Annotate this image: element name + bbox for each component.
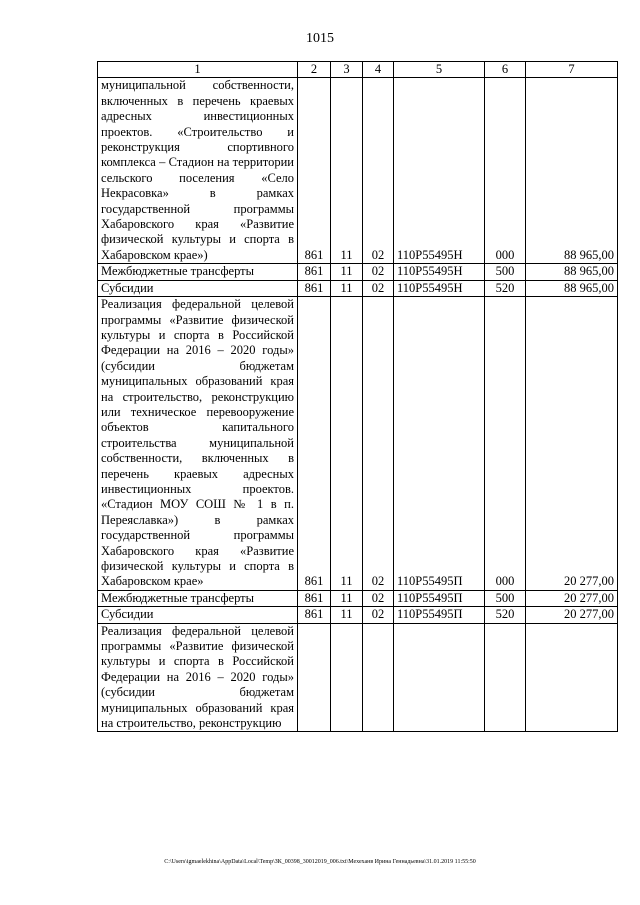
row-ministry-code: 861: [298, 590, 331, 606]
row-section-code: 11: [331, 78, 363, 264]
header-col-7: 7: [526, 62, 618, 78]
row-section-code: 11: [331, 607, 363, 623]
table-row: [98, 607, 618, 623]
table-row: [98, 78, 618, 264]
row-ministry-code: [298, 623, 331, 732]
row-subsection-code: 02: [363, 590, 394, 606]
row-target-code: 110P55495П: [394, 590, 485, 606]
budget-table: [97, 61, 618, 732]
row-expense-type: [485, 623, 526, 732]
row-amount: 88 965,00: [526, 280, 618, 296]
row-amount: 20 277,00: [526, 590, 618, 606]
table-row: [98, 590, 618, 606]
row-description: Межбюджетные трансферты: [98, 264, 298, 280]
row-description: Реализация федеральной целевой программы «Развитие физической культуры и спорта в Российской Федерации на 2016 – 2020 годы» (субсидии бюджетам муниципальных образований края на строительство, реконструкцию или техническое перевооружение объектов капитального строительства муниципальной собственности, включенных в перечень краевых адресных инвестиционных проектов. «Стадион МОУ СОШ № 1 в п. Переяславка») в рамках государственной программы Хабаровского края «Развитие физической культуры и спорта в Хабаровском крае»: [98, 297, 298, 591]
header-col-5: 5: [394, 62, 485, 78]
header-col-6: 6: [485, 62, 526, 78]
row-section-code: 11: [331, 297, 363, 591]
table-row: [98, 264, 618, 280]
row-subsection-code: 02: [363, 78, 394, 264]
row-target-code: 110P55495П: [394, 607, 485, 623]
row-expense-type: 000: [485, 297, 526, 591]
row-ministry-code: 861: [298, 280, 331, 296]
row-expense-type: 000: [485, 78, 526, 264]
table-row: [98, 297, 618, 591]
row-subsection-code: 02: [363, 297, 394, 591]
row-section-code: 11: [331, 590, 363, 606]
row-description: Реализация федеральной целевой программы «Развитие физической культуры и спорта в Российской Федерации на 2016 – 2020 годы» (субсидии бюджетам муниципальных образований края на строительство, реконструкцию: [98, 623, 298, 732]
row-target-code: 110P55495Н: [394, 264, 485, 280]
row-section-code: [331, 623, 363, 732]
row-subsection-code: 02: [363, 280, 394, 296]
row-ministry-code: 861: [298, 78, 331, 264]
row-subsection-code: 02: [363, 607, 394, 623]
row-target-code: 110P55495Н: [394, 78, 485, 264]
row-expense-type: 500: [485, 590, 526, 606]
row-description: Субсидии: [98, 280, 298, 296]
table-row: [98, 280, 618, 296]
row-section-code: 11: [331, 280, 363, 296]
row-expense-type: 520: [485, 607, 526, 623]
row-amount: 88 965,00: [526, 78, 618, 264]
row-expense-type: 520: [485, 280, 526, 296]
row-section-code: 11: [331, 264, 363, 280]
row-ministry-code: 861: [298, 607, 331, 623]
row-target-code: [394, 623, 485, 732]
row-amount: [526, 623, 618, 732]
row-target-code: 110P55495Н: [394, 280, 485, 296]
row-subsection-code: [363, 623, 394, 732]
header-col-1: 1: [98, 62, 298, 78]
file-path-footer: C:\Users\igmaelekhina\AppData\Local\Temp\ЗК_00398_30012019_006.txt\Мехеханв Ирина Геннадьевна\31.01.2019 11:55:50: [164, 859, 476, 865]
page-number: 1015: [306, 31, 334, 46]
header-col-2: 2: [298, 62, 331, 78]
header-row: [98, 62, 618, 78]
header-col-3: 3: [331, 62, 363, 78]
row-description: муниципальной собственности, включенных в перечень краевых адресных инвестиционных проектов. «Строительство и реконструкция спортивного комплекса – Стадион на территории сельского поселения «Село Некрасовка» в рамках государственной программы Хабаровского края «Развитие физической культуры и спорта в Хабаровском крае»): [98, 78, 298, 264]
row-ministry-code: 861: [298, 297, 331, 591]
row-target-code: 110P55495П: [394, 297, 485, 591]
row-ministry-code: 861: [298, 264, 331, 280]
row-description: Субсидии: [98, 607, 298, 623]
row-amount: 20 277,00: [526, 297, 618, 591]
table-row: [98, 623, 618, 732]
row-amount: 20 277,00: [526, 607, 618, 623]
row-description: Межбюджетные трансферты: [98, 590, 298, 606]
row-subsection-code: 02: [363, 264, 394, 280]
row-expense-type: 500: [485, 264, 526, 280]
header-col-4: 4: [363, 62, 394, 78]
row-amount: 88 965,00: [526, 264, 618, 280]
